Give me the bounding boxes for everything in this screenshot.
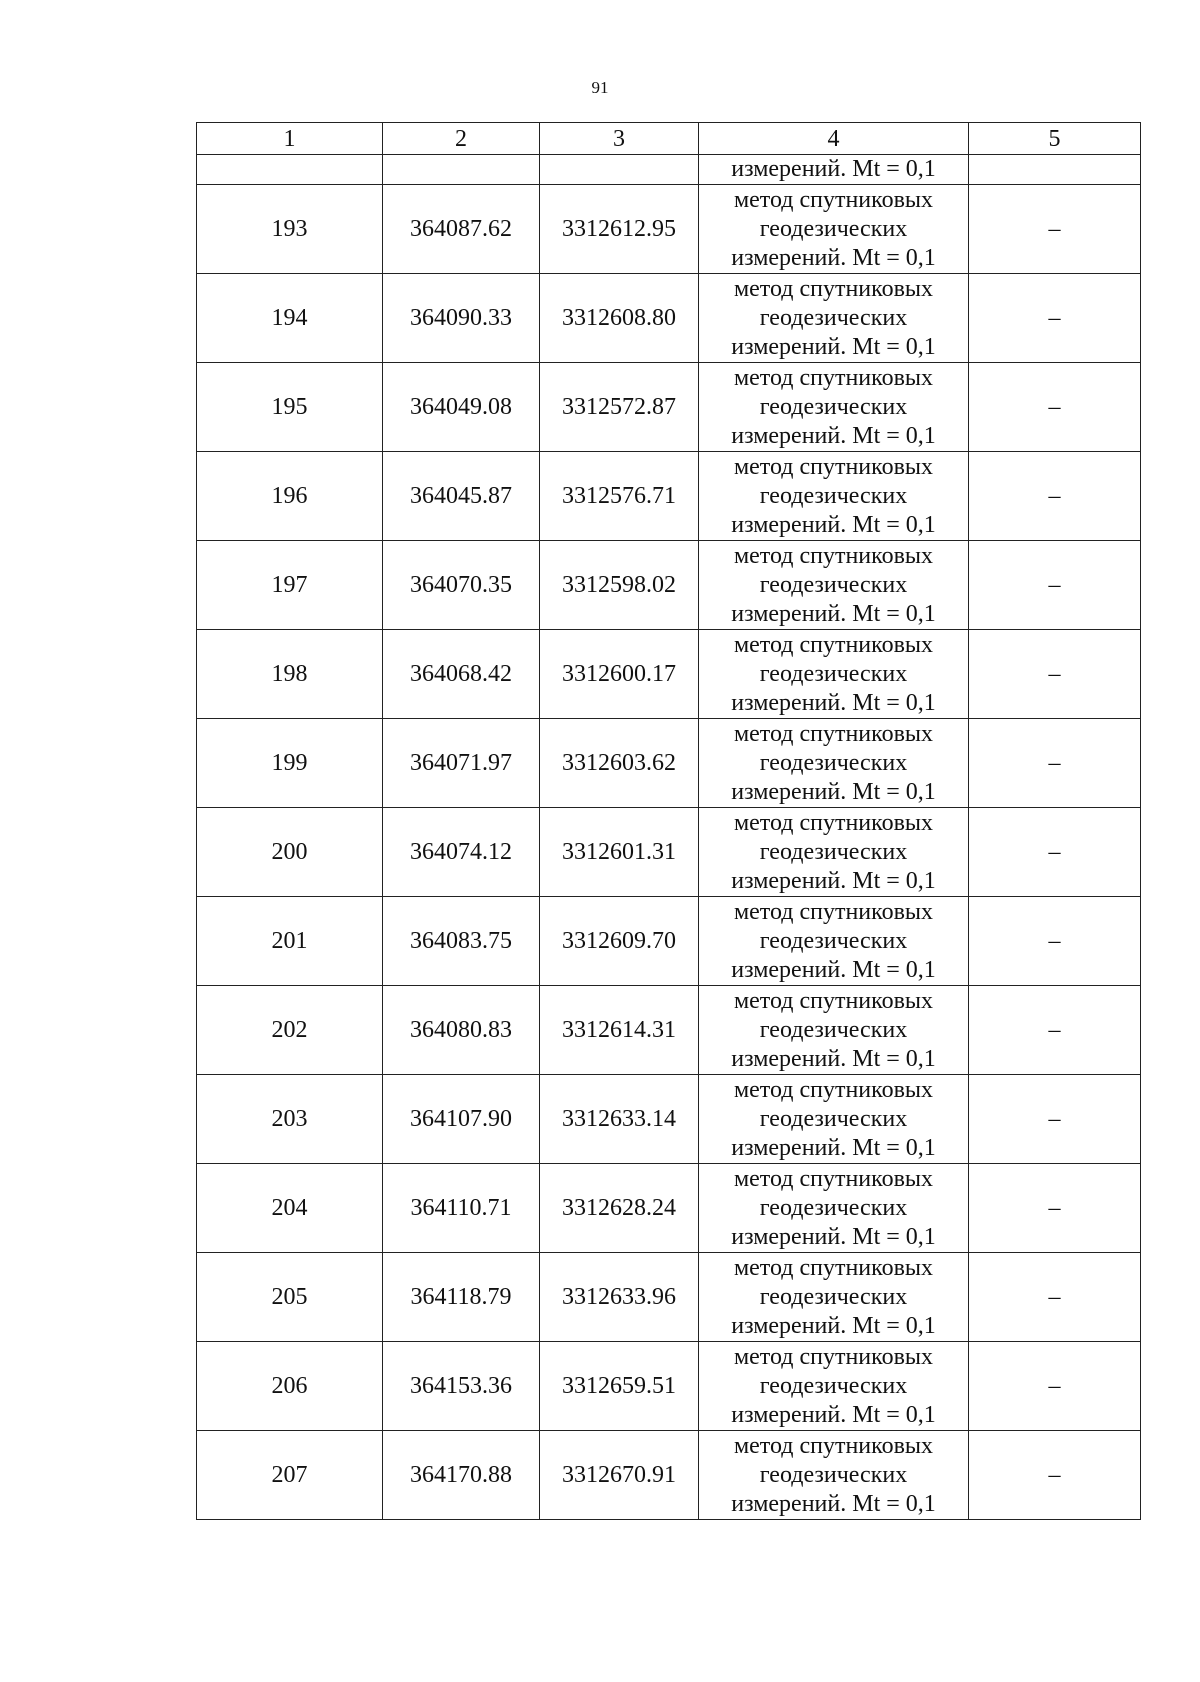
cell-method — [699, 986, 969, 1075]
cell-y: 3312598.02 — [540, 541, 699, 630]
cell-y: 3312614.31 — [540, 986, 699, 1075]
cell-x: 364083.75 — [383, 897, 540, 986]
method-text-line2: геодезических — [759, 660, 908, 687]
method-text-line1: метод спутниковых — [733, 453, 934, 480]
cell-note: – — [969, 541, 1141, 630]
method-text-line1: метод спутниковых — [733, 987, 934, 1014]
column-header-1: 1 — [197, 123, 383, 155]
cell-y: 3312659.51 — [540, 1342, 699, 1431]
cell-y: 3312608.80 — [540, 274, 699, 363]
cell-num: 207 — [197, 1431, 383, 1520]
cell-num: 193 — [197, 185, 383, 274]
table-row — [197, 1342, 1141, 1431]
cell-x: 364087.62 — [383, 185, 540, 274]
cell-y: 3312633.96 — [540, 1253, 699, 1342]
cell-y: 3312601.31 — [540, 808, 699, 897]
cell-note: – — [969, 1342, 1141, 1431]
method-text-line1: метод спутниковых — [733, 364, 934, 391]
method-text-line3: измерений. Mt = 0,1 — [731, 1223, 936, 1250]
cell-x: 364074.12 — [383, 808, 540, 897]
continuation-row — [197, 155, 1141, 185]
cell-y: 3312603.62 — [540, 719, 699, 808]
table-row — [197, 719, 1141, 808]
cell-num: 195 — [197, 363, 383, 452]
cell-method: измерений. Mt = 0,1 — [699, 155, 969, 185]
cell-num: 201 — [197, 897, 383, 986]
method-text-line2: геодезических — [759, 482, 908, 509]
cell-method — [699, 1253, 969, 1342]
method-text-line1: метод спутниковых — [733, 631, 934, 658]
cell-y: 3312600.17 — [540, 630, 699, 719]
cell-note: – — [969, 1075, 1141, 1164]
cell-method — [699, 452, 969, 541]
column-header-2: 2 — [383, 123, 540, 155]
method-text-line3: измерений. Mt = 0,1 — [731, 1312, 936, 1339]
table-row — [197, 630, 1141, 719]
cell-num: 200 — [197, 808, 383, 897]
cell-num: 203 — [197, 1075, 383, 1164]
cell-note: – — [969, 986, 1141, 1075]
method-text-line2: геодезических — [759, 304, 908, 331]
cell-method — [699, 1075, 969, 1164]
cell-method — [699, 274, 969, 363]
method-text-line3: измерений. Mt = 0,1 — [731, 244, 936, 271]
method-text-line1: метод спутниковых — [733, 275, 934, 302]
method-text-line2: геодезических — [759, 749, 908, 776]
method-text-line3: измерений. Mt = 0,1 — [731, 600, 936, 627]
cell-method — [699, 719, 969, 808]
method-text-line2: геодезических — [759, 571, 908, 598]
table-row — [197, 808, 1141, 897]
cell-method — [699, 1164, 969, 1253]
table-row — [197, 1431, 1141, 1520]
method-text-line1: метод спутниковых — [733, 542, 934, 569]
method-text-line3: измерений. Mt = 0,1 — [731, 1490, 936, 1517]
cell-note: – — [969, 897, 1141, 986]
method-text-line2: геодезических — [759, 1283, 908, 1310]
cell-y: 3312633.14 — [540, 1075, 699, 1164]
method-text-line3: измерений. Mt = 0,1 — [731, 1134, 936, 1161]
cell-note: – — [969, 719, 1141, 808]
method-text-line1: метод спутниковых — [733, 809, 934, 836]
table-row — [197, 452, 1141, 541]
method-text-line1: метод спутниковых — [733, 1076, 934, 1103]
cell-num: 196 — [197, 452, 383, 541]
cell-note: – — [969, 1431, 1141, 1520]
cell-x: 364153.36 — [383, 1342, 540, 1431]
cell-x: 364110.71 — [383, 1164, 540, 1253]
cell-num: 197 — [197, 541, 383, 630]
method-text-line2: геодезических — [759, 1194, 908, 1221]
method-text-line3: измерений. Mt = 0,1 — [731, 422, 936, 449]
method-text-line1: метод спутниковых — [733, 1432, 934, 1459]
method-text-line2: геодезических — [759, 1461, 908, 1488]
table-row — [197, 1075, 1141, 1164]
cell-note: – — [969, 363, 1141, 452]
cell-num: 202 — [197, 986, 383, 1075]
table-row — [197, 274, 1141, 363]
cell-num: 206 — [197, 1342, 383, 1431]
cell-method — [699, 1342, 969, 1431]
method-text-line3: измерений. Mt = 0,1 — [731, 511, 936, 538]
method-text-line1: метод спутниковых — [733, 720, 934, 747]
cell-note: – — [969, 630, 1141, 719]
method-text-line1: метод спутниковых — [733, 898, 934, 925]
cell-method — [699, 1431, 969, 1520]
table-row — [197, 541, 1141, 630]
method-text-line2: геодезических — [759, 393, 908, 420]
cell-x: 364045.87 — [383, 452, 540, 541]
method-text-line3: измерений. Mt = 0,1 — [731, 1045, 936, 1072]
cell-note: – — [969, 452, 1141, 541]
cell-x: 364107.90 — [383, 1075, 540, 1164]
cell-x: 364071.97 — [383, 719, 540, 808]
cell-num: 205 — [197, 1253, 383, 1342]
cell-y: 3312609.70 — [540, 897, 699, 986]
method-text-line3: измерений. Mt = 0,1 — [731, 778, 936, 805]
cell-y: 3312612.95 — [540, 185, 699, 274]
method-text-line3: измерений. Mt = 0,1 — [731, 1401, 936, 1428]
cell-x: 364049.08 — [383, 363, 540, 452]
cell-note: – — [969, 808, 1141, 897]
method-text-line3: измерений. Mt = 0,1 — [731, 867, 936, 894]
table-row — [197, 363, 1141, 452]
cell-x: 364070.35 — [383, 541, 540, 630]
cell-method — [699, 541, 969, 630]
column-header-4: 4 — [699, 123, 969, 155]
cell-note: – — [969, 1164, 1141, 1253]
method-text-line3: измерений. Mt = 0,1 — [731, 956, 936, 983]
method-text-line1: метод спутниковых — [733, 186, 934, 213]
table-row — [197, 1164, 1141, 1253]
cell-x: 364068.42 — [383, 630, 540, 719]
cell-num — [197, 155, 383, 185]
method-text-line2: геодезических — [759, 927, 908, 954]
page-number: 91 — [591, 78, 609, 97]
cell-method — [699, 808, 969, 897]
method-text-line3: измерений. Mt = 0,1 — [731, 333, 936, 360]
method-text-line2: геодезических — [759, 1372, 908, 1399]
table-row — [197, 1253, 1141, 1342]
cell-note — [969, 155, 1141, 185]
cell-y: 3312670.91 — [540, 1431, 699, 1520]
cell-y: 3312628.24 — [540, 1164, 699, 1253]
cell-method — [699, 363, 969, 452]
cell-y: 3312576.71 — [540, 452, 699, 541]
coordinates-table — [196, 122, 1141, 1520]
method-text-line1: метод спутниковых — [733, 1254, 934, 1281]
cell-num: 204 — [197, 1164, 383, 1253]
table-row — [197, 897, 1141, 986]
method-text-line2: геодезических — [759, 215, 908, 242]
cell-method — [699, 897, 969, 986]
cell-x: 364170.88 — [383, 1431, 540, 1520]
method-text-line2: геодезических — [759, 1105, 908, 1132]
cell-note: – — [969, 1253, 1141, 1342]
cell-x — [383, 155, 540, 185]
method-text-line2: геодезических — [759, 838, 908, 865]
table-row — [197, 185, 1141, 274]
cell-x: 364118.79 — [383, 1253, 540, 1342]
method-text-line1: метод спутниковых — [733, 1343, 934, 1370]
column-header-5: 5 — [969, 123, 1141, 155]
table-header-row — [197, 123, 1141, 155]
cell-num: 199 — [197, 719, 383, 808]
cell-note: – — [969, 185, 1141, 274]
method-text-line2: геодезических — [759, 1016, 908, 1043]
cell-x: 364080.83 — [383, 986, 540, 1075]
cell-x: 364090.33 — [383, 274, 540, 363]
cell-note: – — [969, 274, 1141, 363]
cell-method — [699, 630, 969, 719]
table-row — [197, 986, 1141, 1075]
column-header-3: 3 — [540, 123, 699, 155]
cell-method — [699, 185, 969, 274]
method-text-line1: метод спутниковых — [733, 1165, 934, 1192]
cell-y: 3312572.87 — [540, 363, 699, 452]
cell-y — [540, 155, 699, 185]
cell-num: 198 — [197, 630, 383, 719]
method-text-line3: измерений. Mt = 0,1 — [731, 689, 936, 716]
cell-num: 194 — [197, 274, 383, 363]
